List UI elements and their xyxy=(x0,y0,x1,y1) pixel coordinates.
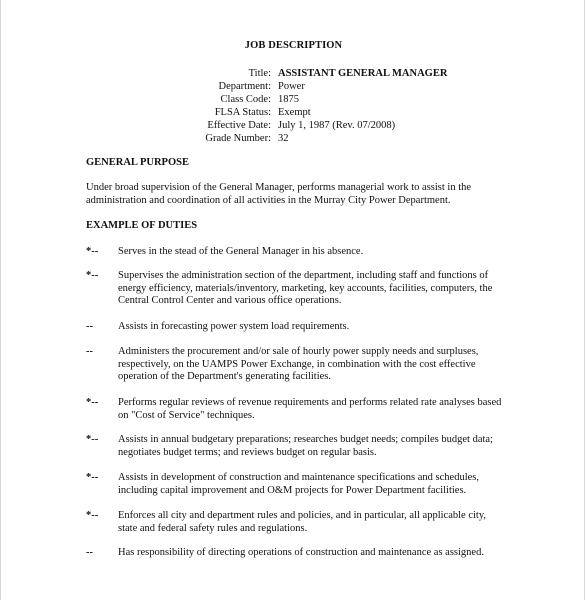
meta-value-department: Power xyxy=(278,81,305,92)
meta-label-flsa-status: FLSA Status: xyxy=(214,107,271,118)
meta-value-flsa-status: Exempt xyxy=(278,107,311,118)
meta-label-class-code: Class Code: xyxy=(220,94,271,105)
general-purpose-heading: GENERAL PURPOSE xyxy=(86,157,189,168)
general-purpose-text: Under broad supervision of the General Manager, performs managerial work to assist in the administration and coordination of all activities in the Murray City Power Department. xyxy=(86,182,472,206)
duty-marker: *-- xyxy=(86,270,99,281)
duty-marker: -- xyxy=(86,321,93,332)
meta-value-effective-date: July 1, 1987 (Rev. 07/2008) xyxy=(278,120,396,131)
duty-item: Supervises the administration section of the department, including staff and functions of energy efficiency, materials/inventory, marketing, key accounts, facilities, computers, the Central Control Center and various office operations. xyxy=(118,270,493,307)
duty-item: Performs regular reviews of revenue requirements and performs related rate analyses based on "Cost of Service" techniques. xyxy=(118,397,502,421)
duty-item: Has responsibility of directing operations of construction and maintenance as assigned. xyxy=(118,547,484,558)
document-heading: JOB DESCRIPTION xyxy=(244,40,343,51)
duty-item: Administers the procurement and/or sale of hourly power supply needs and surpluses, respectively, on the UAMPS Power Exchange, in combination with the cost effective operation of the Department's generating facilities. xyxy=(118,346,479,383)
duty-marker: *-- xyxy=(86,397,99,408)
duty-item: Assists in development of construction and maintenance specifications and schedules, including capital improvement and O&M projects for Power Department facilities. xyxy=(118,472,479,496)
duty-marker: *-- xyxy=(86,472,99,483)
duty-item: Enforces all city and department rules and policies, and in particular, all applicable city, state and federal safety rules and regulations. xyxy=(118,510,487,534)
meta-label-department: Department: xyxy=(218,81,271,92)
meta-label-effective-date: Effective Date: xyxy=(207,120,271,131)
meta-value-grade-number: 32 xyxy=(278,133,289,144)
duties-heading: EXAMPLE OF DUTIES xyxy=(86,220,198,231)
meta-value-class-code: 1875 xyxy=(278,94,299,105)
duty-marker: *-- xyxy=(86,434,99,445)
meta-label-grade-number: Grade Number: xyxy=(205,133,271,144)
duty-item: Assists in forecasting power system load requirements. xyxy=(118,321,350,332)
duty-marker: -- xyxy=(86,547,93,558)
duty-marker: *-- xyxy=(86,246,99,257)
duty-item: Assists in annual budgetary preparations; researches budget needs; compiles budget data; negotiates budget terms; and reviews budget on regular basis. xyxy=(118,434,493,458)
duty-item: Serves in the stead of the General Manager in his absence. xyxy=(118,246,364,257)
duty-marker: *-- xyxy=(86,510,99,521)
duty-marker: -- xyxy=(86,346,93,357)
meta-value-title: ASSISTANT GENERAL MANAGER xyxy=(278,68,448,79)
meta-label-title: Title: xyxy=(248,68,271,79)
